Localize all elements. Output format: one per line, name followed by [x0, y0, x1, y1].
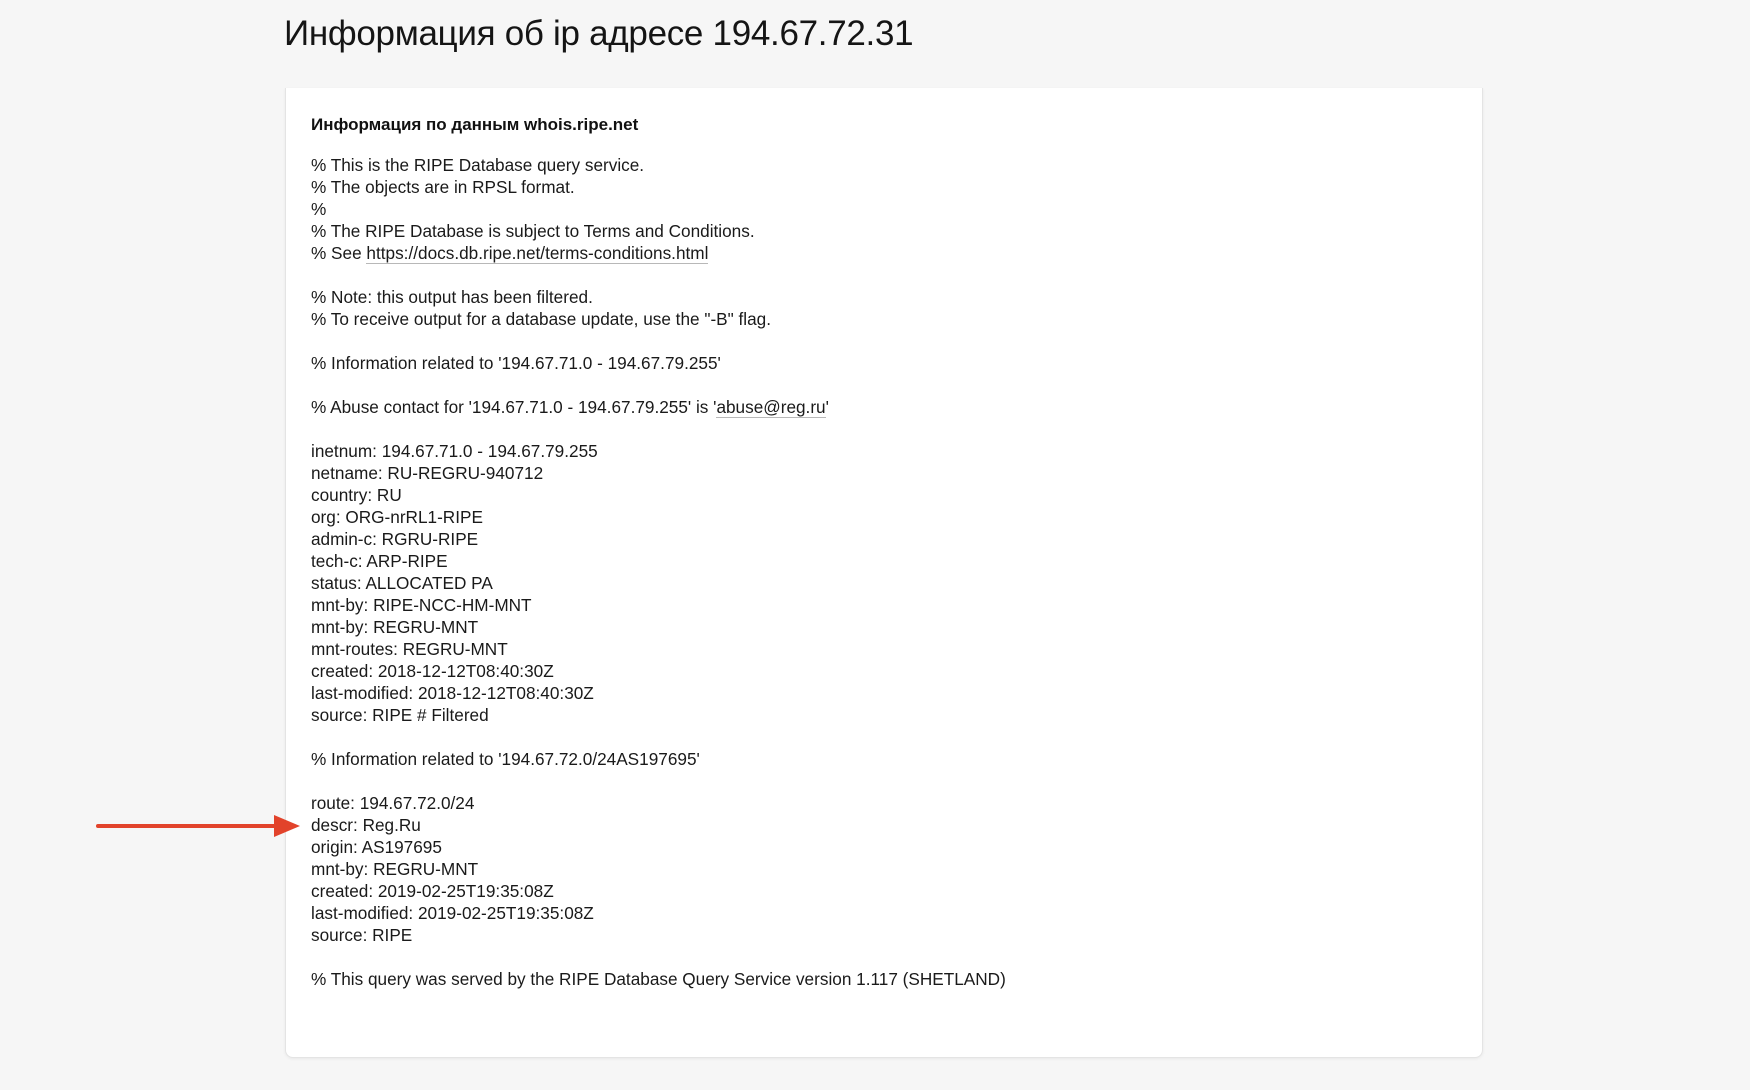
whois-card-content	[311, 114, 1457, 990]
last-modified-field: last-modified: 2018-12-12T08:40:30Z	[311, 683, 594, 703]
blank-line	[311, 264, 1457, 286]
whois-line: % This is the RIPE Database query service.	[311, 155, 645, 175]
mnt-by-field: mnt-by: RIPE-NCC-HM-MNT	[311, 595, 532, 615]
created-field: created: 2019-02-25T19:35:08Z	[311, 881, 554, 901]
whois-line-info-route: % Information related to '194.67.72.0/24AS197695'	[311, 749, 700, 769]
see-prefix: % See	[311, 243, 367, 263]
route-field: route: 194.67.72.0/24	[311, 793, 475, 813]
whois-output	[311, 154, 1457, 990]
whois-line-info-inetnum: % Information related to '194.67.71.0 - 194.67.79.255'	[311, 353, 721, 373]
whois-line: %	[311, 199, 327, 219]
abuse-prefix: % Abuse contact for '194.67.71.0 - 194.67.79.255' is '	[311, 397, 717, 417]
whois-line: % Note: this output has been filtered.	[311, 287, 593, 307]
country-field: country: RU	[311, 485, 402, 505]
created-field: created: 2018-12-12T08:40:30Z	[311, 661, 554, 681]
section-title: Информация по данным whois.ripe.net	[311, 115, 639, 134]
whois-footer-line: % This query was served by the RIPE Database Query Service version 1.117 (SHETLAND)	[311, 969, 1006, 989]
mnt-by-field: mnt-by: REGRU-MNT	[311, 859, 479, 879]
admin-c-field: admin-c: RGRU-RIPE	[311, 529, 479, 549]
whois-card	[285, 88, 1483, 1058]
origin-field: origin: AS197695	[311, 837, 442, 857]
blank-line	[311, 374, 1457, 396]
last-modified-field: last-modified: 2019-02-25T19:35:08Z	[311, 903, 594, 923]
page-title: Информация об ip адресе 194.67.72.31	[284, 14, 914, 53]
blank-line	[311, 946, 1457, 968]
abuse-email-link[interactable]: abuse@reg.ru	[716, 397, 826, 417]
whois-line: % To receive output for a database update, use the "-B" flag.	[311, 309, 772, 329]
mnt-by-field: mnt-by: REGRU-MNT	[311, 617, 479, 637]
whois-line: % The RIPE Database is subject to Terms and Conditions.	[311, 221, 755, 241]
whois-line-see	[311, 242, 1457, 264]
org-field: org: ORG-nrRL1-RIPE	[311, 507, 483, 527]
abuse-suffix: '	[825, 397, 829, 417]
right-arrow-icon	[96, 814, 302, 838]
status-field: status: ALLOCATED PA	[311, 573, 493, 593]
mnt-routes-field: mnt-routes: REGRU-MNT	[311, 639, 508, 659]
source-field: source: RIPE # Filtered	[311, 705, 489, 725]
blank-line	[311, 770, 1457, 792]
blank-line	[311, 330, 1457, 352]
terms-conditions-link[interactable]: https://docs.db.ripe.net/terms-conditions.html	[366, 243, 709, 263]
whois-line-abuse	[311, 396, 1457, 418]
whois-line: % The objects are in RPSL format.	[311, 177, 575, 197]
inetnum-field: inetnum: 194.67.71.0 - 194.67.79.255	[311, 441, 598, 461]
descr-field: descr: Reg.Ru	[311, 815, 421, 835]
blank-line	[311, 418, 1457, 440]
blank-line	[311, 726, 1457, 748]
netname-field: netname: RU-REGRU-940712	[311, 463, 544, 483]
tech-c-field: tech-c: ARP-RIPE	[311, 551, 448, 571]
source-field: source: RIPE	[311, 925, 413, 945]
